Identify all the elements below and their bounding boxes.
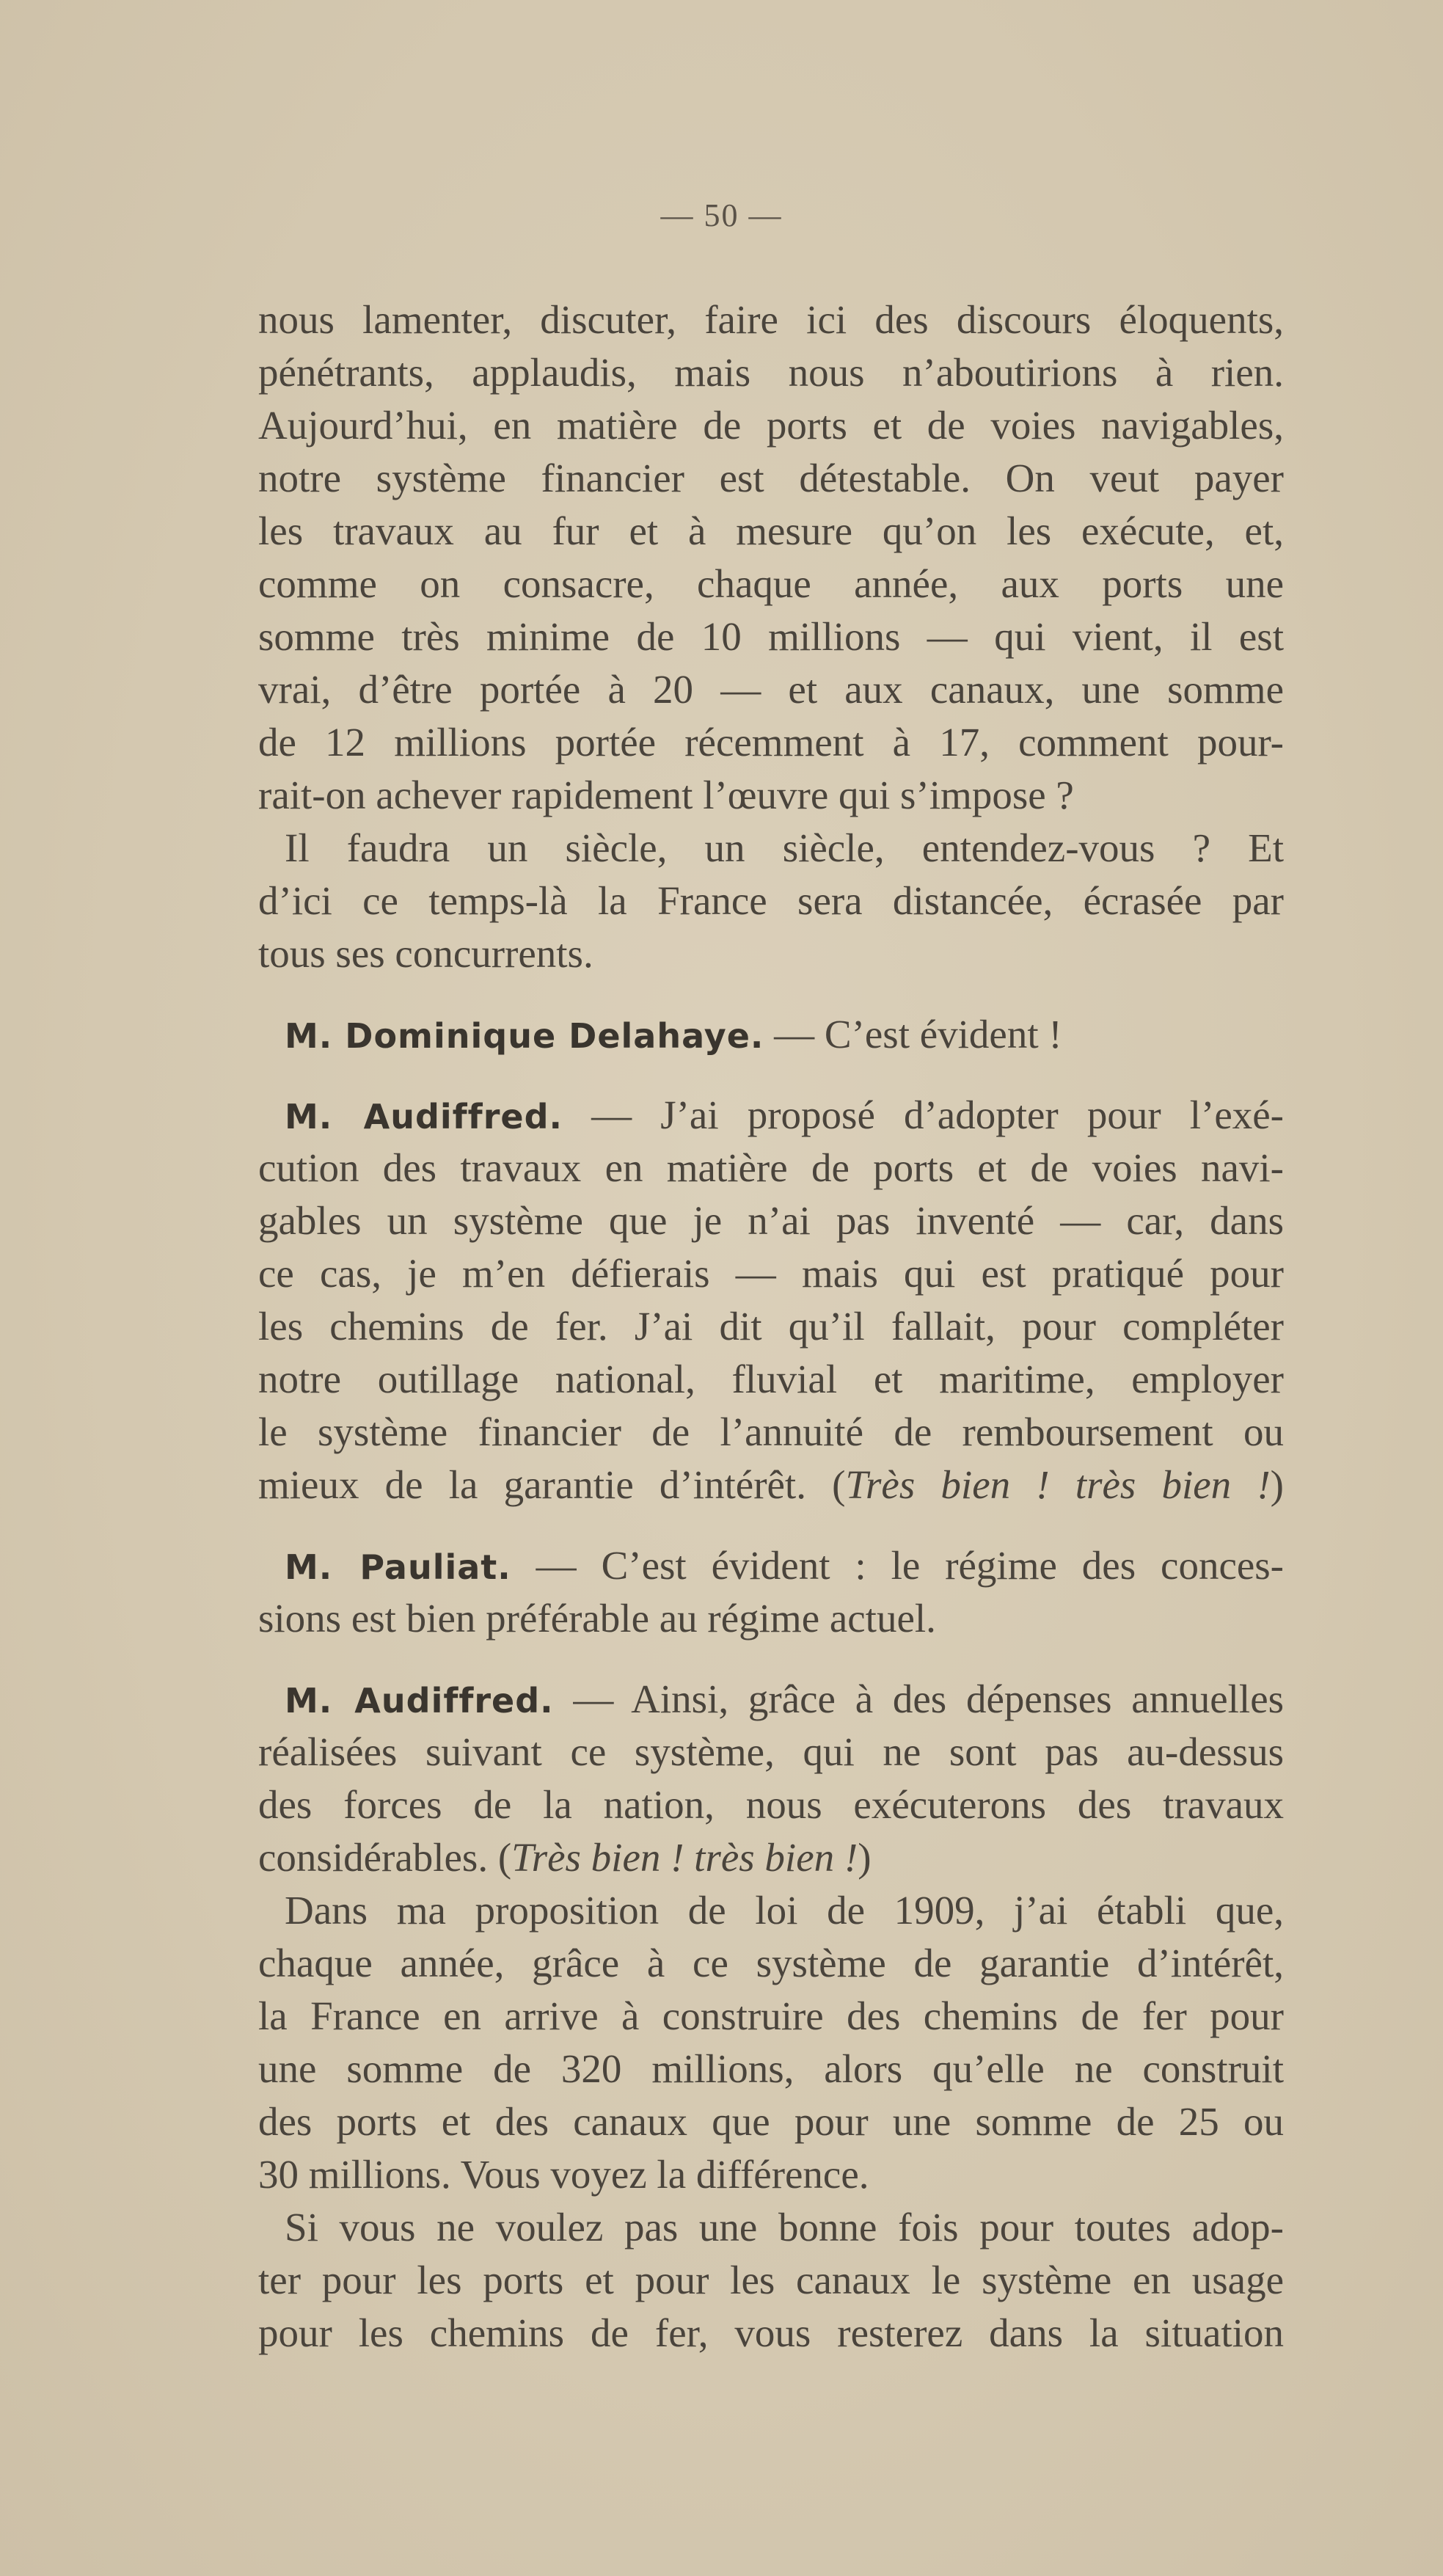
text-line: les chemins de fer. J’ai dit qu’il fallait, pour compléter xyxy=(258,1304,1284,1349)
text-fragment: ) xyxy=(858,1835,872,1880)
text-line: cution des travaux en matière de ports et de voies navi- xyxy=(258,1145,1284,1190)
text-line: comme on consacre, chaque année, aux ports une xyxy=(258,561,1284,606)
text-line: Il faudra un siècle, un siècle, entendez-vous ? Et xyxy=(285,825,1284,870)
text-line: ce cas, je m’en défierais — mais qui est pratiqué pour xyxy=(258,1251,1284,1296)
text-fragment: considérables. ( xyxy=(258,1835,512,1880)
applause-note: Très bien ! très bien ! xyxy=(511,1835,858,1880)
text-line: gables un système que je n’ai pas inventé — car, dans xyxy=(258,1198,1284,1243)
text-fragment: ) xyxy=(1270,1462,1284,1507)
speech-text: — C’est évident ! xyxy=(764,1012,1062,1057)
text-line: Si vous ne voulez pas une bonne fois pour toutes adop- xyxy=(285,2205,1284,2250)
text-line: sions est bien préférable au régime actuel. xyxy=(258,1596,936,1641)
page-number: — 50 — xyxy=(660,197,783,233)
speaker-name: M. Dominique Delahaye. xyxy=(285,1016,764,1056)
speech-delahaye xyxy=(258,1008,1284,1061)
text-line: tous ses concurrents. xyxy=(258,931,593,976)
text-line: de 12 millions portée récemment à 17, comment pour- xyxy=(258,720,1284,765)
text-line: une somme de 320 millions, alors qu’elle ne construit xyxy=(258,2046,1284,2091)
speaker-name: M. Pauliat. xyxy=(285,1547,511,1587)
speech-pauliat-first-line xyxy=(258,1539,1284,1592)
body-text xyxy=(258,293,1284,2360)
text-line: chaque année, grâce à ce système de garantie d’intérêt, xyxy=(258,1941,1284,1985)
speaker-name: M. Audiffred. xyxy=(285,1097,563,1136)
speech-text: — C’est évident : le régime des conces- xyxy=(511,1543,1284,1588)
speech-audiffred-first-line xyxy=(258,1673,1284,1726)
speech-text: — Ainsi, grâce à des dépenses annuelles xyxy=(553,1676,1285,1721)
text-line: notre système financier est détestable. On veut payer xyxy=(258,456,1284,500)
text-line: pour les chemins de fer, vous resterez dans la situation xyxy=(258,2310,1284,2355)
text-line: nous lamenter, discuter, faire ici des discours éloquents, xyxy=(258,297,1284,342)
text-line: ter pour les ports et pour les canaux le système en usage xyxy=(258,2258,1284,2302)
text-line: pénétrants, applaudis, mais nous n’aboutirions à rien. xyxy=(258,350,1284,395)
text-line: notre outillage national, fluvial et maritime, employer xyxy=(258,1357,1284,1401)
text-line: d’ici ce temps-là la France sera distancée, écrasée par xyxy=(258,878,1284,923)
text-line: Aujourd’hui, en matière de ports et de voies navigables, xyxy=(258,403,1284,448)
speech-text: — J’ai proposé d’adopter pour l’exé- xyxy=(562,1092,1284,1137)
text-line: des ports et des canaux que pour une somme de 25 ou xyxy=(258,2099,1284,2144)
text-line: des forces de la nation, nous exécuterons des travaux xyxy=(258,1782,1284,1827)
text-line: les travaux au fur et à mesure qu’on les exécute, et, xyxy=(258,508,1284,553)
text-line: somme très minime de 10 millions — qui vient, il est xyxy=(258,614,1284,659)
speaker-name: M. Audiffred. xyxy=(285,1681,554,1721)
text-line xyxy=(258,1831,1284,1884)
text-line: la France en arrive à construire des chemins de fer pour xyxy=(258,1993,1284,2038)
text-line: 30 millions. Vous voyez la différence. xyxy=(258,2152,869,2197)
speech-audiffred-first-line xyxy=(258,1089,1284,1142)
text-line: rait-on achever rapidement l’œuvre qui s’impose ? xyxy=(258,773,1074,817)
applause-note: Très bien ! très bien ! xyxy=(845,1462,1271,1507)
text-line: vrai, d’être portée à 20 — et aux canaux, une somme xyxy=(258,667,1284,712)
text-line: le système financier de l’annuité de remboursement ou xyxy=(258,1409,1284,1454)
text-fragment: mieux de la garantie d’intérêt. ( xyxy=(258,1462,846,1507)
text-line: Dans ma proposition de loi de 1909, j’ai établi que, xyxy=(285,1888,1284,1933)
text-line: réalisées suivant ce système, qui ne sont pas au-dessus xyxy=(258,1729,1284,1774)
text-line xyxy=(258,1459,1284,1511)
